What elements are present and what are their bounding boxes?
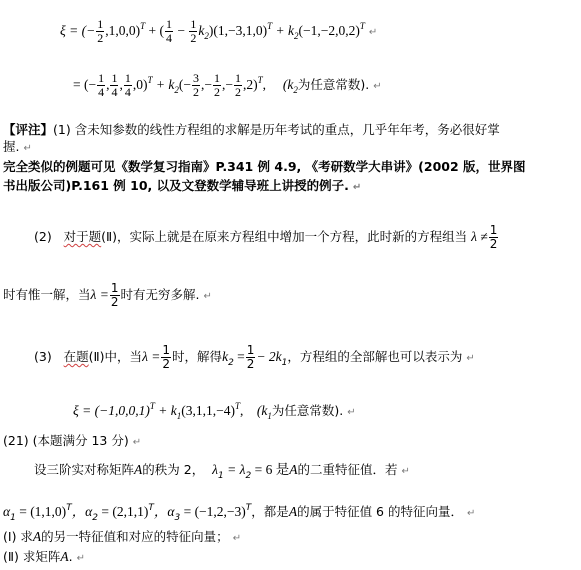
- paragraph-mark-icon: ↵: [203, 291, 212, 302]
- paragraph-mark-icon: ↵: [373, 81, 382, 92]
- comment-line-2: 握. ↵: [3, 139, 32, 154]
- reference-line-1: 完全类似的例题可见《数学复习指南》P.341 例 4.9, 《考研数学大串讲》(2002 版，世界图: [3, 159, 526, 174]
- problem-21-question-2: (Ⅱ) 求矩阵A. ↵: [3, 549, 86, 564]
- fraction: $\frac{1}{2}$: [213, 71, 220, 100]
- formula-xi-3: $\xi = (-1,0,0,1)^T + k_1(3,1,1,-4)^T$, ($k_1$为任意常数). ↵: [73, 401, 356, 421]
- fraction: $\frac{1}{2}$: [190, 17, 197, 46]
- paragraph-mark-icon: ↵: [466, 508, 476, 519]
- fraction: $\frac{3}{2}$: [192, 71, 199, 100]
- paragraph-mark-icon: ↵: [352, 182, 362, 193]
- fraction: $\frac{1}{4}$: [166, 17, 172, 46]
- fraction: $\frac{1}{2}$: [162, 343, 171, 371]
- problem-21-question-1: (Ⅰ) 求A的另一特征值和对应的特征向量； ↵: [3, 529, 242, 544]
- fraction: $\frac{1}{4}$: [111, 71, 118, 100]
- paragraph-mark-icon: ↵: [132, 437, 142, 448]
- paragraph-mark-icon: ↵: [76, 553, 86, 564]
- fraction: $\frac{1}{2}$: [110, 281, 119, 309]
- problem-21-line-2: $\alpha_1 = (1,1,0)^T$，$\alpha_2 = (2,1,1)^T$，$\alpha_3 = (-1,2,-3)^T$，都是A的属于特征值 6 的特征向量． ↵: [3, 503, 476, 523]
- item-2-line-1: (2) 对于题(Ⅱ)，实际上就是在原来方程组中增加一个方程，此时新的方程组当 λ ≠ $\frac{1}{2}$: [34, 223, 498, 251]
- fraction: $\frac{1}{4}$: [124, 71, 131, 100]
- formula-xi-2: = (− $\frac{1}{4}$ , $\frac{1}{4}$ , $\frac{1}{4}$ $,0)^T + k_2(-$ $\frac{3}{2}$ ,− $\frac{1}{2}$ ,− $\frac{1}{2}$ ,2)$^T$, ($k_2$为任意常数). ↵: [73, 71, 382, 100]
- fraction: $\frac{1}{4}$: [98, 71, 105, 100]
- item-3-line: (3) 在题(Ⅱ)中，当λ = $\frac{1}{2}$ 时，解得$k_2$ = $\frac{1}{2}$ − $2k_1$，方程组的全部解也可以表示为 ↵: [34, 343, 475, 371]
- paragraph-mark-icon: ↵: [232, 533, 242, 544]
- fraction: $\frac{1}{2}$: [97, 17, 104, 46]
- comment-tag: 【评注】: [3, 122, 54, 137]
- comment-line-1: [3, 122, 500, 138]
- fraction: $\frac{1}{2}$: [489, 223, 498, 251]
- problem-21-line-1: 设三阶实对称矩阵A的秩为 2， $\lambda_1 = \lambda_2 = 6$ 是A的二重特征值．若 ↵: [34, 462, 410, 481]
- problem-21-header: (21) (本题满分 13 分) ↵: [3, 433, 142, 448]
- formula-xi-1: ξ = (− $\frac{1}{2}$ ,1,0,0)$^T$ + ( $\frac{1}{4}$ − $\frac{1}{2}$ $k_2)(1,-3,1,0)^T$ + $k_2(-1,-2,0,2)^T↵$: [60, 17, 378, 46]
- paragraph-mark-icon: ↵: [347, 407, 356, 418]
- paragraph-mark-icon: ↵: [23, 143, 32, 154]
- formula-text: ξ = (−: [60, 23, 96, 38]
- paragraph-mark-icon: ↵: [401, 466, 410, 477]
- paragraph-mark-icon: ↵: [466, 353, 475, 364]
- comment-text: (1) 含未知参数的线性方程组的求解是历年考试的重点，几乎年年考，务必很好掌: [53, 122, 500, 137]
- reference-line-2: 书出版公司)P.161 例 10, 以及文登数学辅导班上讲授的例子. ↵: [3, 178, 362, 193]
- fraction: $\frac{1}{2}$: [246, 343, 255, 371]
- item-2-line-2: 时有惟一解，当λ = $\frac{1}{2}$ 时有无穷多解. ↵: [3, 281, 212, 309]
- fraction: $\frac{1}{2}$: [234, 71, 241, 100]
- paragraph-mark-icon: ↵: [368, 27, 378, 38]
